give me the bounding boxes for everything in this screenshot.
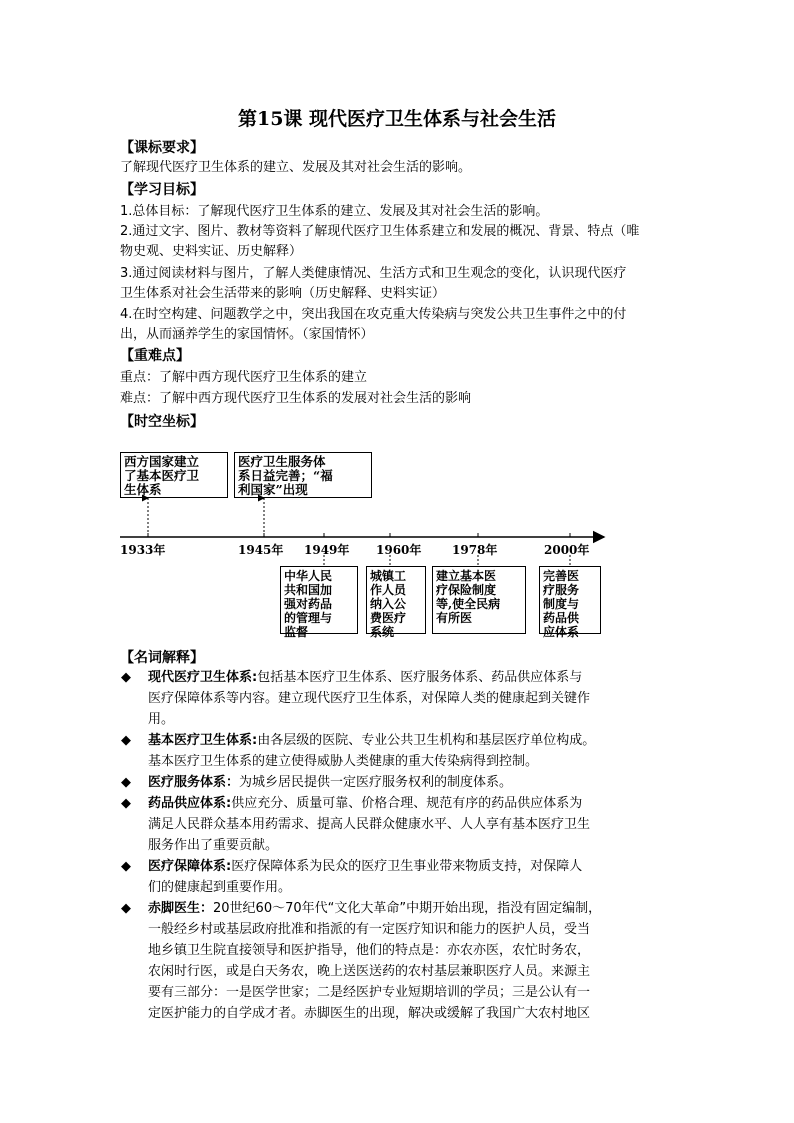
goal-line: 4.在时空构建、问题教学之中，突出我国在攻克重大传染病与突发公共卫生事件之中的付 [120, 307, 627, 322]
year-label: 1978年 [452, 543, 498, 557]
section-head-goals: 【学习目标】 [120, 182, 204, 198]
section-head-standard: 【课标要求】 [120, 140, 204, 156]
diamond-bullet-icon: ◆ [121, 796, 131, 811]
term-name: 基本医疗卫生体系: [148, 733, 258, 748]
standard-text: 了解现代医疗卫生体系的建立、发展及其对社会生活的影响。 [120, 160, 472, 175]
key-point: 重点：了解中西方现代医疗卫生体系的建立 [120, 370, 368, 385]
term-text: 一般经乡村或基层政府批准和指派的有一定医疗知识和能力的医护人员，受当 [148, 922, 591, 937]
term-text: 满足人民群众基本用药需求、提高人民群众健康水平、人人享有基本医疗卫生 [148, 817, 591, 832]
term-text: 医疗保障体系等内容。建立现代医疗卫生体系，对保障人类的健康起到关键作 [148, 691, 591, 706]
year-label: 1945年 [238, 543, 284, 557]
term-text: 20世纪60～70年代“文化大革命”中期开始出现，指没有固定编制， [213, 901, 602, 916]
term-text: 由各层级的医院、专业公共卫生机构和基层医疗单位构成。 [257, 733, 596, 748]
goal-line: 2.通过文字、图片、教材等资料了解现代医疗卫生体系建立和发展的概况、背景、特点（唯 [120, 224, 640, 239]
key-point: 难点：了解中西方现代医疗卫生体系的发展对社会生活的影响 [120, 391, 472, 406]
goal-line: 1.总体目标：了解现代医疗卫生体系的建立、发展及其对社会生活的影响。 [120, 204, 549, 219]
term-text: 为城乡居民提供一定医疗服务权利的制度体系。 [239, 775, 513, 790]
term-text: 用。 [148, 712, 175, 727]
term-name: 赤脚医生： [148, 901, 214, 916]
term-entry [148, 899, 601, 919]
diamond-bullet-icon: ◆ [121, 901, 131, 916]
section-head-key: 【重难点】 [120, 348, 190, 364]
term-name: 药品供应体系: [148, 796, 232, 811]
timeline-box-2000: 完善医 疗服务 制度与 药品供 应体系 [539, 566, 601, 634]
timeline-box-1945: 医疗卫生服务体 系日益完善；“福 利国家”出现 [234, 452, 372, 498]
term-text: 农闲时行医，或是白天务农，晚上送医送药的农村基层兼职医疗人员。来源主 [148, 964, 591, 979]
page-title: 第15课 现代医疗卫生体系与社会生活 [237, 108, 557, 130]
term-text: 要有三部分：一是医学世家；二是经医护专业短期培训的学员；三是公认有一 [148, 985, 591, 1000]
year-label: 1933年 [120, 543, 166, 557]
term-entry [148, 857, 582, 877]
term-entry [148, 794, 582, 814]
term-text: 包括基本医疗卫生体系、医疗服务体系、药品供应体系与 [257, 670, 583, 685]
year-label: 1949年 [304, 543, 350, 557]
timeline-box-1960: 城镇工 作人员 纳入公 费医疗 系统 [366, 566, 426, 634]
term-text: 们的健康起到重要作用。 [148, 880, 292, 895]
term-text: 医疗保障体系为民众的医疗卫生事业带来物质支持，对保障人 [231, 859, 583, 874]
term-text: 地乡镇卫生院直接领导和医护指导，他们的特点是：亦农亦医，农忙时务农， [148, 943, 591, 958]
timeline-box-1933: 西方国家建立 了基本医疗卫 生体系 [120, 452, 228, 498]
term-text: 服务作出了重要贡献。 [148, 838, 279, 853]
term-name: 现代医疗卫生体系: [148, 670, 258, 685]
goal-line: 物史观、史料实证、历史解释） [120, 244, 303, 259]
term-text: 基本医疗卫生体系的建立使得威胁人类健康的重大传染病得到控制。 [148, 754, 539, 769]
year-label: 1960年 [376, 543, 422, 557]
section-head-terms: 【名词解释】 [120, 650, 204, 666]
term-entry [148, 731, 595, 751]
timeline-box-1949: 中华人民 共和国加 强对药品 的管理与 监督 [280, 566, 358, 634]
diamond-bullet-icon: ◆ [121, 859, 131, 874]
goal-line: 卫生体系对社会生活带来的影响（历史解释、史料实证） [120, 286, 446, 301]
term-entry [148, 773, 512, 793]
diamond-bullet-icon: ◆ [121, 670, 131, 685]
term-entry [148, 668, 582, 688]
section-head-timeline: 【时空坐标】 [120, 414, 204, 430]
term-text: 供应充分、质量可靠、价格合理、规范有序的药品供应体系为 [231, 796, 583, 811]
timeline-box-1978: 建立基本医 疗保险制度 等,使全民病 有所医 [432, 566, 526, 634]
goal-line: 3.通过阅读材料与图片，了解人类健康情况、生活方式和卫生观念的变化，认识现代医疗 [120, 266, 627, 281]
term-name: 医疗保障体系: [148, 859, 232, 874]
diamond-bullet-icon: ◆ [121, 733, 131, 748]
diamond-bullet-icon: ◆ [121, 775, 131, 790]
goal-line: 出，从而涵养学生的家国情怀。（家国情怀） [120, 327, 374, 342]
term-name: 医疗服务体系： [148, 775, 240, 790]
year-label: 2000年 [544, 543, 590, 557]
term-text: 定医护能力的自学成才者。赤脚医生的出现，解决或缓解了我国广大农村地区 [148, 1006, 591, 1021]
